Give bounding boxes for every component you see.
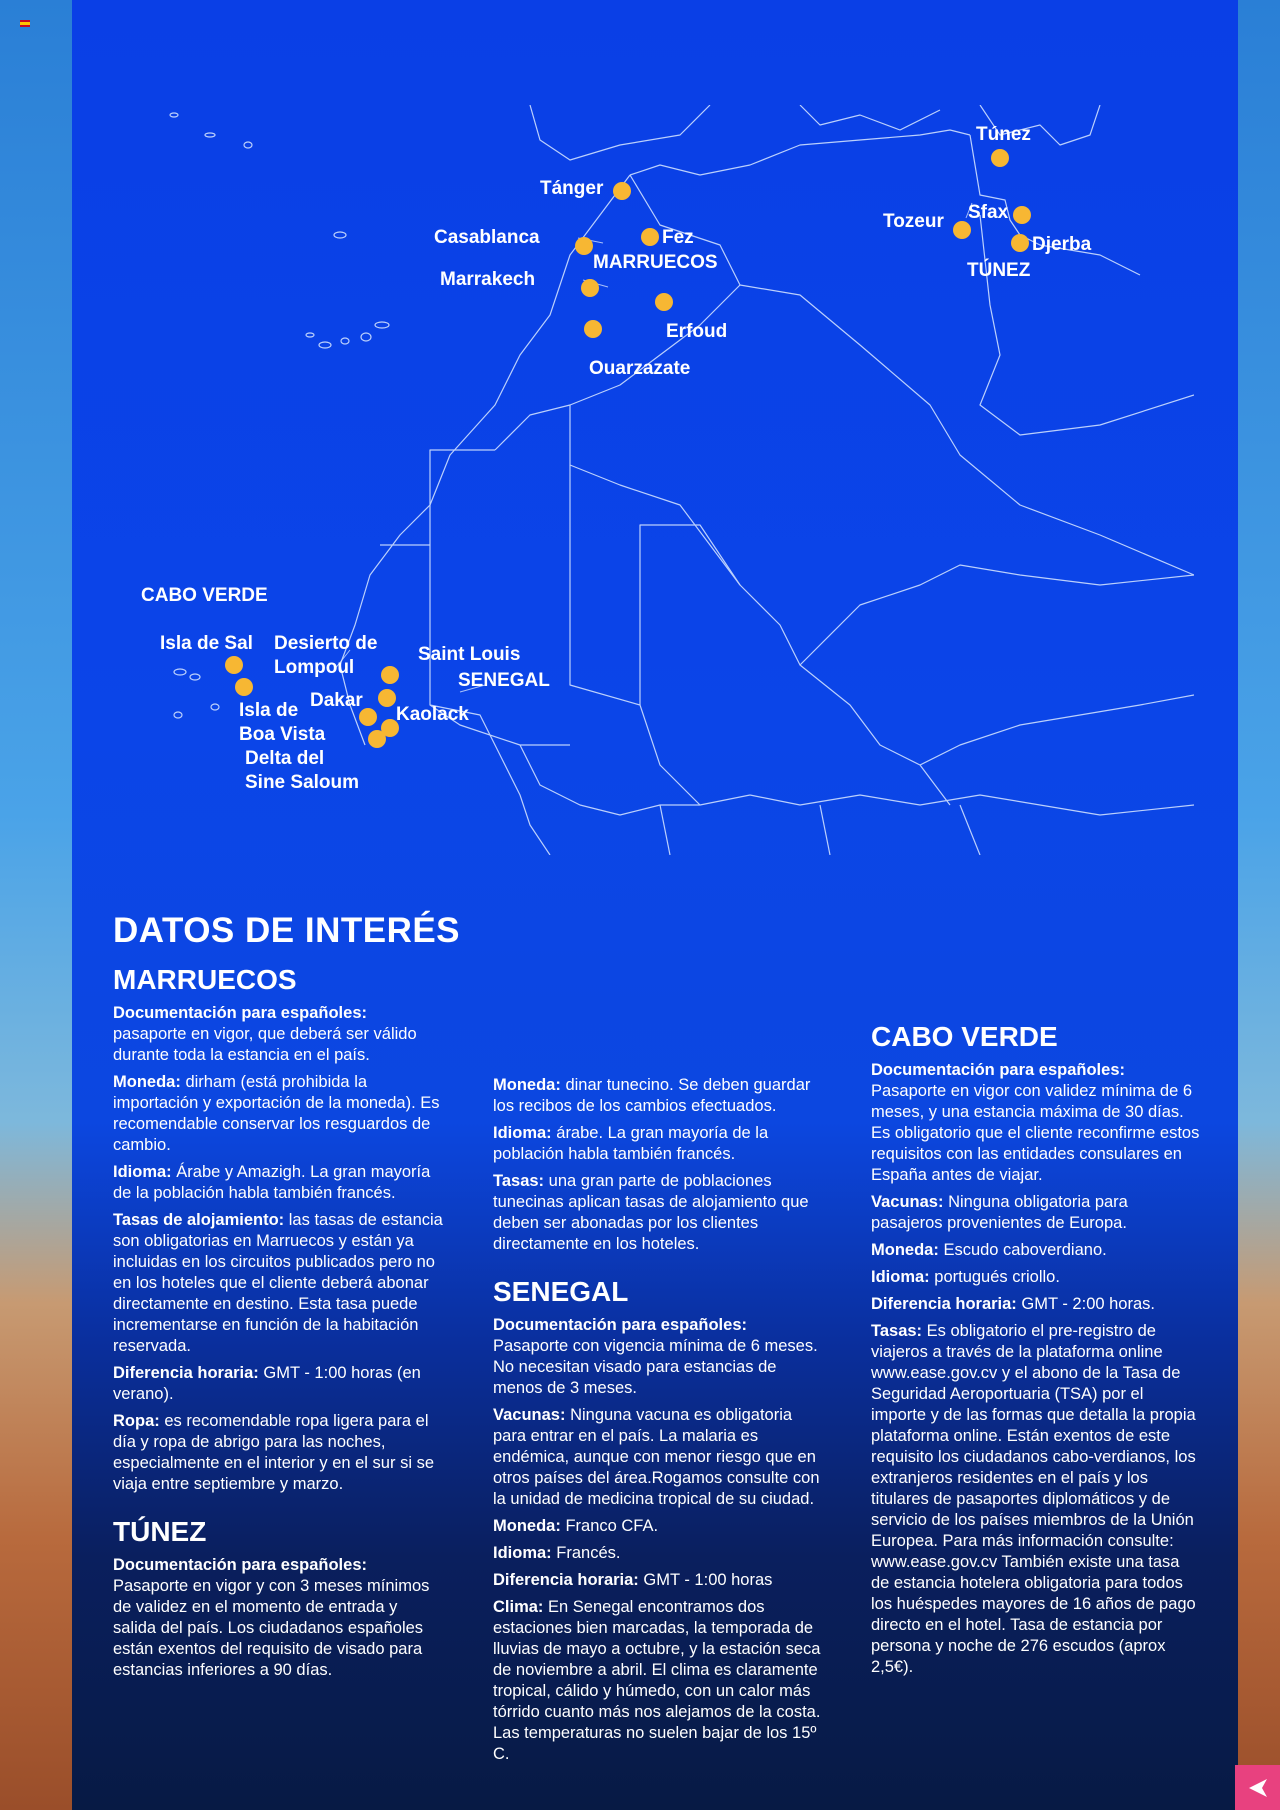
map-label-fez: Fez [662,227,694,248]
map-country-cabo-verde: CABO VERDE [141,585,268,606]
label: Tasas: [493,1172,545,1190]
map-label-casablanca: Casablanca [434,227,540,248]
label: Moneda: [493,1517,561,1535]
label: Ropa: [113,1412,160,1430]
tunez-tasas [493,1171,823,1255]
tunez-moneda [493,1075,823,1117]
caboverde-diferencia-horaria [871,1294,1201,1315]
map-dot-tunez [991,149,1009,167]
senegal-documentacion [493,1315,823,1399]
map-label-tozeur: Tozeur [883,211,944,232]
previous-page-button[interactable] [1235,1765,1280,1810]
map-dot-fez [641,228,659,246]
back-arrow-icon [1247,1778,1269,1798]
label: Idioma: [113,1163,172,1181]
value: dirham (está prohibida la importación y exportación de la moneda). Es recomendable conservar los resguardos de cambio. [113,1073,440,1154]
caboverde-tasas [871,1321,1201,1678]
map-label-erfoud: Erfoud [666,321,728,342]
label: Tasas de alojamiento: [113,1211,285,1229]
marruecos-ropa [113,1411,443,1495]
value: GMT - 2:00 horas. [1021,1295,1155,1313]
senegal-vacunas [493,1405,823,1510]
value: una gran parte de poblaciones tunecinas aplican tasas de alojamiento que deben ser abonadas por los clientes directamente en los hoteles. [493,1172,809,1253]
senegal-clima [493,1597,823,1765]
map-label-marrakech: Marrakech [440,269,536,290]
map-dot-djerba [1011,234,1029,252]
value: árabe. La gran mayoría de la población habla también francés. [493,1124,769,1163]
page-title: DATOS DE INTERÉS [113,911,461,950]
value: pasaporte en vigor, que deberá ser válido durante toda la estancia en el país. [113,1025,417,1064]
value: Pasaporte con vigencia mínima de 6 meses. No necesitan visado para estancias de menos de 3 meses. [493,1337,818,1397]
value: GMT - 1:00 horas [643,1571,773,1589]
value: Es obligatorio el pre-registro de viajeros a través de la plataforma online www.ease.gov.cv y el abono de la Tasa de Seguridad Aeroportuaria (TSA) por el importe y de las formas que detalla la propia plataforma online. Están exentos de este requisito los ciudadanos cabo-verdianos, los extranjeros residentes en el país y los titulares de pasaportes diplomáticos y de servicio de los países miembros de la Unión Europea. Para más información consulte: www.ease.gov.cv También existe una tasa de estancia hotelera obligatoria para todos los huéspedes mayores de 16 años de pago directo en el hotel. Tasa de estancia por persona y noche de 276 escudos (aprox 2,5€). [871,1322,1196,1676]
map-dot-saint-louis [381,666,399,684]
map-dot-ouarzazate [584,320,602,338]
map-dot-dakar [378,689,396,707]
map-label-tanger: Tánger [540,178,604,199]
value: portugués criollo. [934,1268,1060,1286]
label: Idioma: [871,1268,930,1286]
label: Vacunas: [493,1406,566,1424]
senegal-diferencia-horaria [493,1570,823,1591]
map-label-saint-louis: Saint Louis [418,644,521,665]
value: En Senegal encontramos dos estaciones bien marcadas, la temporada de lluvias de mayo a octubre, y la estación seca de noviembre a abril. El clima es claramente tropical, cálido y húmedo, con un calor más tórrido cuanto más nos alejamos de la costa. Las temperaturas no suelen bajar de los 15º C. [493,1598,821,1763]
value: es recomendable ropa ligera para el día y ropa de abrigo para las noches, especialmente en el interior y en el sur si se viaja entre septiembre y marzo. [113,1412,434,1493]
value: Francés. [556,1544,621,1562]
value: Pasaporte en vigor y con 3 meses mínimos de validez en el momento de entrada y salida del país. Los ciudadanos españoles están exentos del requisito de visado para estancias inferiores a 90 días. [113,1577,430,1679]
map-dot-casablanca [575,237,593,255]
section-heading-cabo-verde: CABO VERDE [871,1021,1058,1052]
map-dot-erfoud [655,293,673,311]
senegal-moneda [493,1516,823,1537]
marruecos-diferencia-horaria [113,1363,443,1405]
map-country-tunez: TÚNEZ [967,260,1031,281]
label: Idioma: [493,1124,552,1142]
map-dot-tanger [613,182,631,200]
spain-flag-icon [20,20,30,27]
tunez-idioma [493,1123,823,1165]
map-dot-sine-saloum [368,730,386,748]
label: Diferencia horaria: [493,1571,639,1589]
route-map [100,105,1194,855]
tunez-documentacion [113,1555,443,1681]
value: Ninguna obligatoria para pasajeros provenientes de Europa. [871,1193,1128,1232]
label: Moneda: [493,1076,561,1094]
caboverde-idioma [871,1267,1201,1288]
value: Ninguna vacuna es obligatoria para entrar en el país. La malaria es endémica, aunque con menor riesgo que en otros países del área.Rogamos consulte con la unidad de medicina tropical de su ciudad. [493,1406,820,1508]
label: Moneda: [113,1073,181,1091]
caboverde-documentacion [871,1060,1201,1186]
map-label-lompoul: Desierto de Lompoul [274,633,378,678]
caboverde-vacunas [871,1192,1201,1234]
map-label-isla-de-sal: Isla de Sal [160,633,253,654]
map-label-sfax: Sfax [968,202,1009,223]
marruecos-idioma [113,1162,443,1204]
map-label-tunez: Túnez [976,124,1031,145]
value: dinar tunecino. Se deben guardar los recibos de los cambios efectuados. [493,1076,811,1115]
label: Documentación para españoles: [113,1556,367,1574]
column-1 [113,963,443,1687]
map-label-sine-saloum: Delta del Sine Saloum [245,748,360,793]
column-2 [493,1075,823,1771]
map-dot-marrakech [581,279,599,297]
section-heading-tunez: TÚNEZ [113,1516,207,1547]
value: Árabe y Amazigh. La gran mayoría de la población habla también francés. [113,1163,431,1202]
map-country-senegal: SENEGAL [458,670,550,691]
label: Vacunas: [871,1193,944,1211]
label: Tasas: [871,1322,923,1340]
column-3 [871,1020,1201,1684]
senegal-idioma [493,1543,823,1564]
section-heading-senegal: SENEGAL [493,1276,629,1307]
caboverde-moneda [871,1240,1201,1261]
marruecos-tasas [113,1210,443,1357]
map-label-boa-vista: Isla de Boa Vista [239,700,326,745]
label: Diferencia horaria: [113,1364,259,1382]
label: Idioma: [493,1544,552,1562]
value: Pasaporte en vigor con validez mínima de 6 meses, y una estancia máxima de 30 días. Es obligatorio que el cliente reconfirme estos requisitos con las entidades consulares en España antes de viajar. [871,1082,1200,1184]
value: Franco CFA. [565,1517,659,1535]
map-label-ouarzazate: Ouarzazate [589,358,691,379]
map-label-djerba: Djerba [1032,234,1092,255]
label: Clima: [493,1598,544,1616]
map-label-dakar: Dakar [310,690,363,711]
label: Moneda: [871,1241,939,1259]
value: GMT - 1:00 horas (en verano). [113,1364,421,1403]
label: Documentación para españoles: [871,1061,1125,1079]
map-country-marruecos: MARRUECOS [593,252,718,273]
label: Documentación para españoles: [113,1004,367,1022]
map-dot-boa-vista [235,678,253,696]
map-label-kaolack: Kaolack [396,704,469,725]
marruecos-moneda [113,1072,443,1156]
label: Documentación para españoles: [493,1316,747,1334]
section-heading-marruecos: MARRUECOS [113,964,297,995]
map-dot-sfax [1013,206,1031,224]
label: Diferencia horaria: [871,1295,1017,1313]
value: Escudo caboverdiano. [943,1241,1107,1259]
value: las tasas de estancia son obligatorias en Marruecos y están ya incluidas en los circuitos publicados pero no en los hoteles que el cliente deberá abonar directamente en destino. Esta tasa puede incrementarse en función de la habitación reservada. [113,1211,443,1355]
map-dot-isla-de-sal [225,656,243,674]
marruecos-documentacion [113,1003,443,1066]
